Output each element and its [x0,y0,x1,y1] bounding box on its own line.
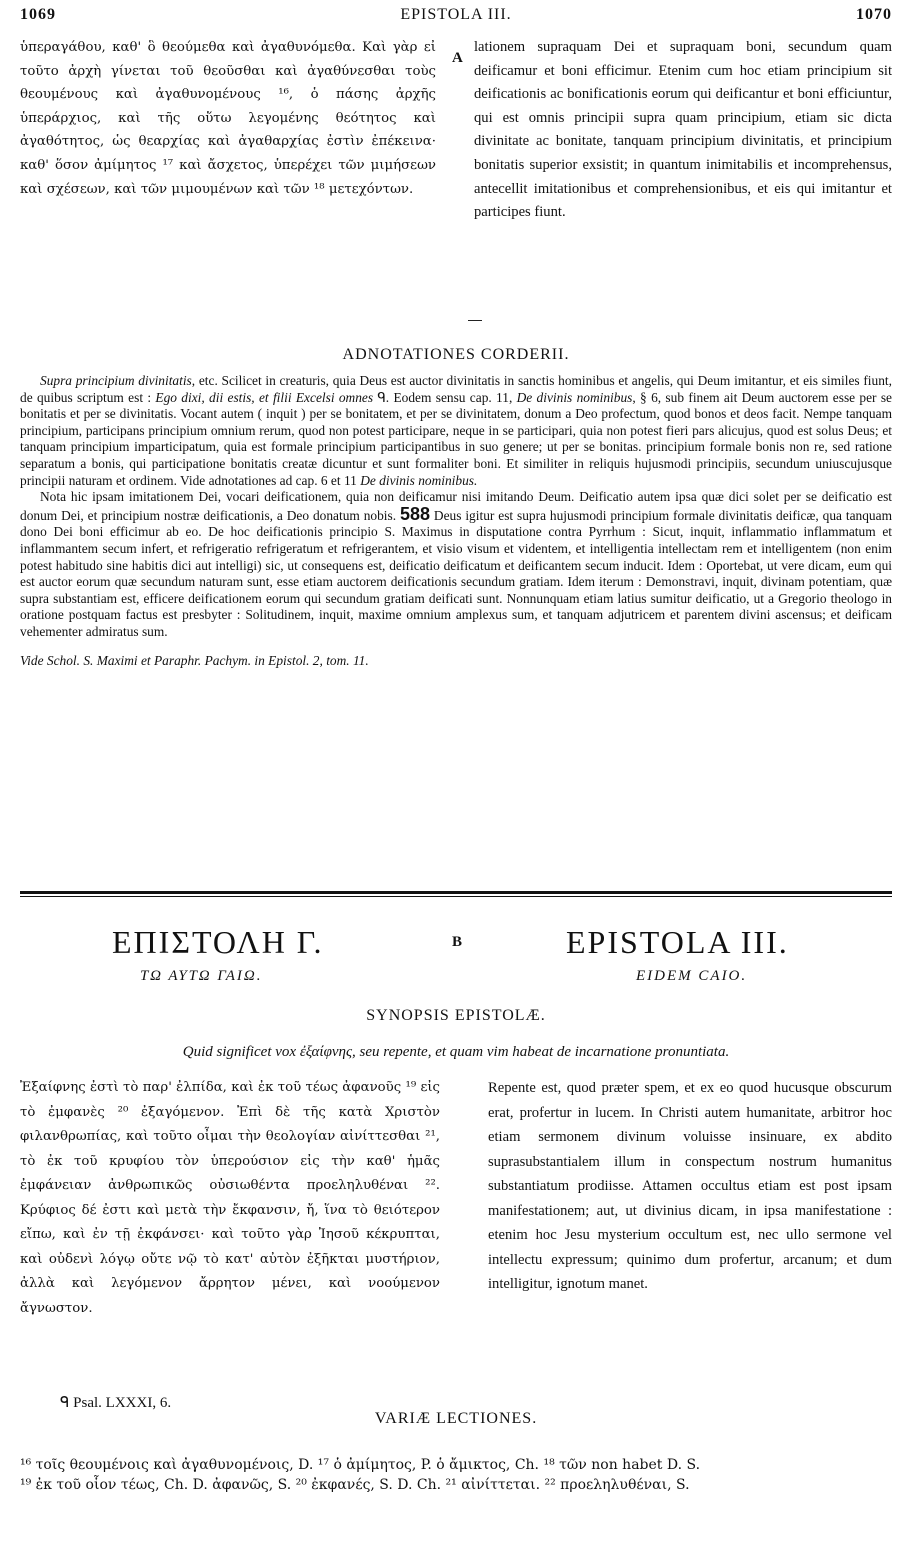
lemma: Supra principium divinitatis [40,373,192,388]
latin-epistle-subtitle: EIDEM CAIO. [636,968,748,984]
note-text: Deus igitur est supra hujusmodi principium formale divinitatis deificæ, qua tanquam dono Dei boni efficimur ab eo. De hoc deificationis principio S. Maximus in disputatione contra Pyrrhum : Sicut, inquit, inflammatio inflammatum et inflammantem secum infert, et refrigeratio refrigeratum et refrigerantem, et visio visum et videntem, et intelligentia intellectam rem et intelligentem (non enim potest habitudo sine habitis dici aut intelligi) sic, ut consequens est, deificatio deificatum et deificantem secum inducit. Idem : Oportebat, ut vere dicam, eum qui est auctor eorum quæ secundum naturam sunt, esse etiam auctorem deificationis secundum gratiam. Idem iterum : Demonstravi, inquit, divinam potentiam, quæ supra substantiam est, efficere deificationem eorum qui secundum gratiam deificati sunt. Nonnunquam etiam latius sumitur deificatio, ut a Gregorio theologo in oratione postquam factus est presbyter : Solitudinem, inquit, maxime omnium amplexus sum, et tanquam adjutricem et parentem divini ascensus; et deificam vehementer admiratus sum. [20,507,892,639]
annotation-paragraph-2 [20,489,892,640]
work-reference: De divinis nominibus [516,389,633,405]
variant-line: ¹⁹ ἐκ τοῦ οἷον τέως, Ch. D. ἀφανῶς, S. ²⁰ ἐκφανές, S. D. Ch. ²¹ αἰνίττεται. ²² προεληλυθέναι, S. [20,1477,690,1493]
note-text: , § 6, sub finem ait Deum auctorem esse per se bonitatis et per se divinitatis. Vocant autem ( inquit ) per se bonitatem, et per se divinitatem, donum a Deo profectum, quod bonos et deos facit. Nempe tanquam principium, participans principium omnium rerum, quod non potest participare, neque in se participari, quia non potest fieri pars alicujus, quod est solus Deus; et tanquam principium imparticipatum, quia est formale principium participantibus in suo genere; ut per se bonitas. principium formale bonis non re, sed ratione separatum a bonis, qui participatione bonitatis creatæ dicuntur et sunt formaliter boni. Et similiter in reliquis hujusmodi principiis, secundum uniuscujusque principii naturam et ordinem. Vide adnotationes ad cap. 6 et 11 [20,389,892,488]
greek-epistle-title: ΕΠΙΣΤΟΛΗ Γ. [112,924,324,960]
variae-lectiones [20,1455,892,1495]
epistle-columns [20,1076,892,1321]
note-text: , etc. Scilicet in creaturis, quia Deus est auctor divinitatis in sanctis hominibus et angelis, qui Deum imitantur, et eis similes fiunt, de quibus scriptum est : [20,373,892,405]
variant-line: ¹⁶ τοῖς θεουμένοις καὶ ἀγαθυνομένοις, D. ¹⁷ ὁ ἀμίμητος, P. ὁ ἄμικτος, Ch. ¹⁸ τῶν non habet D. S. [20,1457,701,1473]
margin-letter-a: A [452,50,463,66]
running-head [20,6,892,32]
work-reference: De divinis nominibus. [360,472,478,488]
column-number-left: 1069 [20,6,56,23]
latin-epistle-title: EPISTOLA III. [566,924,789,960]
greek-epistle-subtitle: ΤΩ ΑΥΤΩ ΓΑΙΩ. [140,968,263,984]
vide-reference: Vide Schol. S. Maximi et Paraphr. Pachym. in Epistol. 2, tom. 11. [20,652,369,668]
top-latin-text: lationem supraquam Dei et supraquam boni, secundum quam deificamur et boni efficimur. Etenim cum hoc etiam principium sit deificationis ac bonificationis eorum qui deificantur et boni efficiuntur, qui est omnis principii supra quam principium, etiam sic dicta divinitate ac bonitate, tanquam principium divinitatis, et principium bonitatis superior exsistit; in quantum inimitabilis et incomprehensus, antecellit imitationibus et comprehensionibus, et eis qui imitantur et participes fiunt. [474,39,892,221]
running-title: EPISTOLA III. [400,6,512,23]
note-text: Nota hic ipsam imitationem Dei, vocari deificationem, quia non deificamur nisi imitando Deum. Deificatio autem ipsa quæ dici solet per se deificatio est donum Dei, et principium nostræ deificationis, a Deo donatum nobis. [20,489,892,523]
annotations-heading: ADNOTATIONES CORDERII. [342,346,570,363]
scripture-quote: Ego dixi, dii estis, et filii Excelsi omnes [155,389,374,405]
column-marker: 588 [399,503,431,524]
margin-letter-b: B [452,934,463,950]
epistle-greek-text: Ἐξαίφνης ἐστὶ τὸ παρ' ἐλπίδα, καὶ ἐκ τοῦ τέως ἀφανοῦς ¹⁹ εἰς τὸ ἐμφανὲς ²⁰ ἐξαγόμενον. Ἐπὶ δὲ τῆς κατὰ Χριστὸν φιλανθρωπίας, καὶ τοῦτο οἶμαι τὴν θεολογίαν αἰνίττεσθαι ²¹, τὸ ἐκ τοῦ κρυφίου τὸν ὑπερούσιον εἰς τὴν καθ' ἡμᾶς ἐμφάνειαν ἀνθρωπικῶς οὐσιωθέντα προεληλυθέναι ²². Κρύφιος δέ ἐστι καὶ μετὰ τὴν ἔκφανσιν, ἤ, ἵνα τὸ θειότερον εἴπω, καὶ ἐν τῇ ἐκφάνσει· καὶ τοῦτο γὰρ Ἰησοῦ κέκρυπται, καὶ οὐδενὶ λόγῳ οὔτε νῷ τὸ κατ' αὐτὸν ἐξῆκται μυστήριον, ἀλλὰ καὶ λεγόμενον ἄρρητον μένει, καὶ νοούμενον ἄγνωστον. [20,1080,440,1316]
footnote: ᑫ Psal. LXXXI, 6. [60,1395,172,1411]
epistle-latin-text: Repente est, quod præter spem, et ex eo quod hucusque obscurum erat, profertur in lucem. In Christi autem humanitate, arbitror hoc etiam sermonem divinum voluisse insinuare, ex abdito suprasubstantialem illum in conspectum nostrum humanitus substantiatum prodiisse. Attamen occultus etiam est post ipsam manifestationem; aut, ut divinius dicam, in ipsa manifestatione : etenim hoc Jesu mysterium occultum est, nec ullo sermone vel intellectu expressum; quinimo dum profertur, arcanum; et dum intelligitur, ignotum manet. [488,1080,892,1292]
section-rule [20,891,892,894]
top-greek-text: ὑπεραγάθου, καθ' ὃ θεούμεθα καὶ ἀγαθυνόμεθα. Καὶ γὰρ εἰ τοῦτο ἀρχὴ γίνεται τοῦ θεοῦσθαι καὶ ἀγαθύνεσθαι τοὺς θεουμένους καὶ ἀγαθυνομένους ¹⁶, ὁ πάσης ἀρχῆς ὑπεράρχιος, καὶ τῆς οὕτω λεγομένης θεότητος καὶ ἀγαθότητος, ὡς θεαρχίας καὶ ἀγαθαρχίας ἐστὶν ἐπέκεινα· καθ' ὅσον ἀμίμητος ¹⁷ καὶ ἄσχετος, ὑπερέχει τῶν μιμήσεων καὶ σχέσεων, καὶ τῶν μιμουμένων καὶ τῶν ¹⁸ μετεχόντων. [20,40,436,197]
synopsis-heading: SYNOPSIS EPISTOLÆ. [366,1007,546,1024]
variae-heading: VARIÆ LECTIONES. [374,1410,538,1427]
section-rule-thin [20,896,892,897]
synopsis-text: Quid significet vox ἐξαίφνης, seu repente, et quam vim habeat de incarnatione pronuntiata. [182,1044,730,1060]
column-number-right: 1070 [856,6,892,23]
annotation-paragraph-1 [20,373,892,489]
note-text: ᑫ. Eodem sensu cap. 11, [373,389,517,405]
separator-dash [468,320,482,321]
annotations-body [20,373,892,669]
